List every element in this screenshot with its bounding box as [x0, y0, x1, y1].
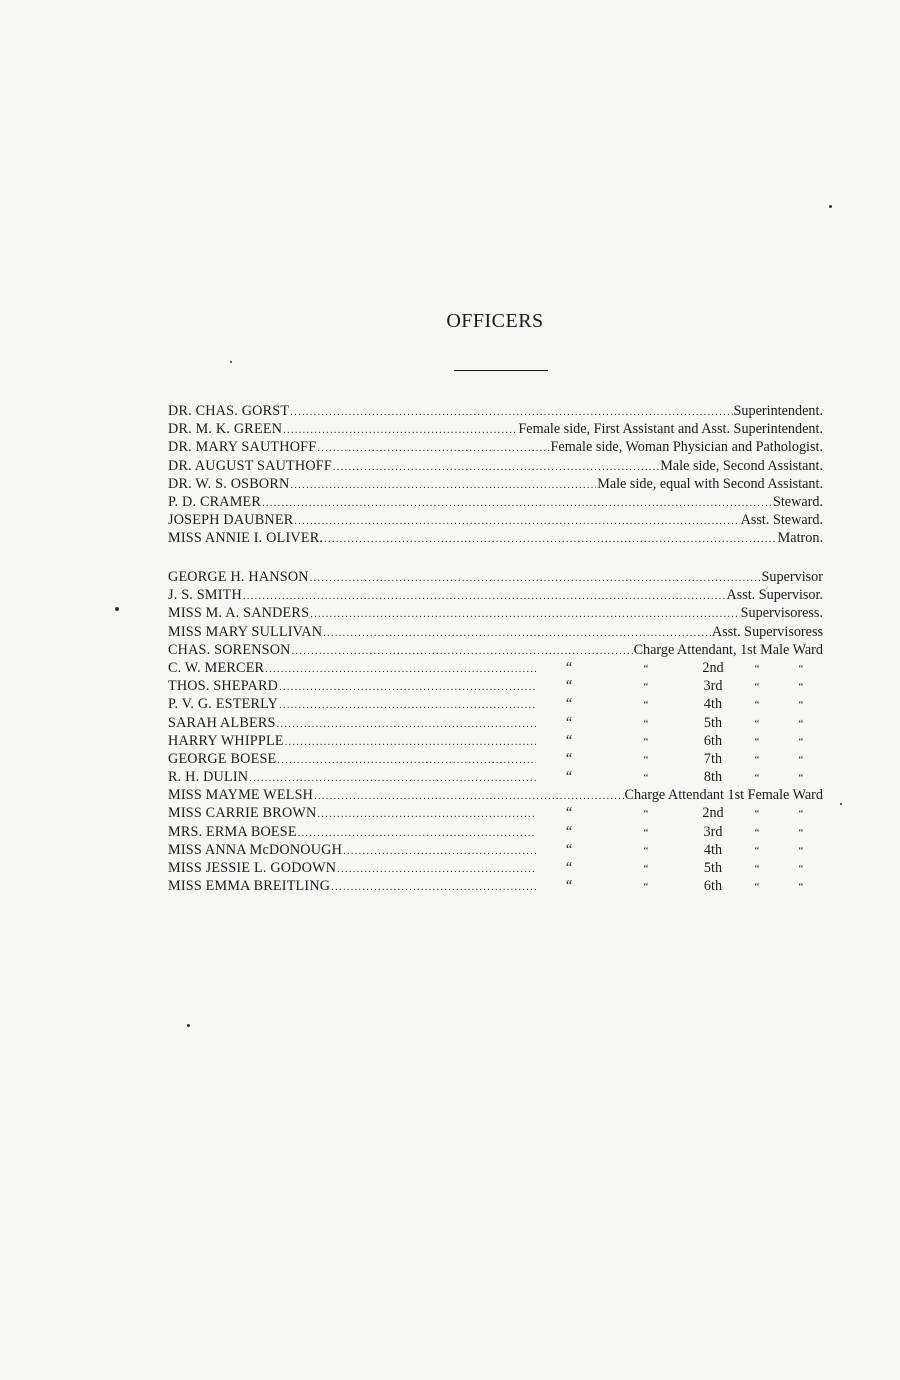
- officer-position: Charge Attendant, 1st Male Ward: [633, 641, 823, 658]
- officer-position: Female side, Woman Physician and Pathologist.: [550, 439, 823, 456]
- officer-row: [168, 569, 823, 587]
- attendant-name: MISS JESSIE L. GODOWN: [168, 860, 337, 876]
- dot-leader: [283, 425, 517, 436]
- officer-name: JOSEPH DAUBNER: [168, 512, 294, 529]
- ward-columns: [537, 860, 823, 877]
- ward-number: 3rd: [703, 823, 723, 840]
- ditto-mark: “: [643, 863, 649, 875]
- ditto-mark: “: [798, 881, 804, 894]
- ditto-mark: “: [643, 753, 649, 766]
- attendant-name: SARAH ALBERS: [168, 714, 276, 731]
- ditto-mark: “: [798, 826, 804, 839]
- attendant-row: [168, 733, 823, 751]
- ditto-mark: “: [754, 863, 760, 875]
- officer-row: [168, 458, 823, 476]
- officer-row: [168, 787, 823, 805]
- ditto-mark: “: [798, 699, 804, 712]
- officer-position: Charge Attendant 1st Female Ward: [624, 787, 823, 804]
- ditto-mark: “: [798, 772, 804, 785]
- officer-position: Supervisor: [761, 569, 823, 585]
- dot-leader: [292, 646, 633, 657]
- ward-number: 6th: [703, 878, 723, 895]
- attendant-name: MRS. ERMA BOESE: [168, 823, 297, 840]
- officer-name: CHAS. SORENSON: [168, 641, 291, 658]
- officer-row: [168, 512, 823, 530]
- officer-name: MISS ANNIE I. OLIVER.: [168, 530, 324, 547]
- attendant-row: [168, 715, 823, 733]
- ditto-mark: “: [565, 841, 573, 858]
- officer-position: Asst. Steward.: [740, 512, 823, 529]
- ditto-mark: “: [565, 659, 573, 676]
- ditto-mark: “: [754, 681, 760, 694]
- ditto-mark: “: [754, 826, 760, 839]
- officer-name: MISS MAYME WELSH: [168, 787, 314, 804]
- ditto-mark: “: [643, 662, 649, 675]
- attendant-name: MISS CARRIE BROWN: [168, 805, 317, 822]
- ward-columns: [537, 805, 823, 822]
- ward-number: 2nd: [702, 805, 724, 822]
- ditto-mark: “: [643, 844, 649, 857]
- officer-row: [168, 605, 823, 623]
- ditto-mark: “: [565, 696, 573, 713]
- officer-row: [168, 624, 823, 642]
- ditto-mark: “: [754, 735, 760, 748]
- officer-name: DR. W. S. OSBORN: [168, 475, 290, 492]
- ward-columns: [537, 824, 823, 841]
- officer-row: [168, 421, 823, 439]
- ditto-mark: “: [643, 735, 649, 748]
- ditto-mark: “: [754, 662, 760, 675]
- ditto-mark: “: [643, 826, 649, 839]
- ditto-mark: “: [565, 714, 573, 731]
- officers-list: [168, 403, 823, 549]
- ward-number: 5th: [703, 860, 723, 876]
- ward-number: 7th: [703, 750, 723, 767]
- dot-leader: [343, 846, 536, 857]
- dot-leader: [243, 591, 725, 602]
- attendant-name: THOS. SHEPARD: [168, 678, 279, 695]
- ditto-mark: “: [798, 662, 804, 675]
- ward-number: 5th: [703, 714, 723, 731]
- ditto-mark: “: [754, 808, 760, 821]
- dot-leader: [310, 573, 761, 584]
- ward-number: 6th: [703, 732, 723, 749]
- officer-row: [168, 439, 823, 457]
- ward-columns: [537, 660, 823, 677]
- officer-position: Male side, Second Assistant.: [660, 457, 823, 474]
- ditto-mark: “: [565, 732, 573, 749]
- dot-leader: [290, 480, 596, 491]
- attendant-row: [168, 805, 823, 823]
- officer-name: DR. CHAS. GORST: [168, 403, 290, 419]
- ward-columns: [537, 878, 823, 895]
- dot-leader: [279, 682, 536, 693]
- page-speck: [187, 1024, 190, 1027]
- officer-name: DR. M. K. GREEN: [168, 421, 283, 438]
- page-speck: [230, 361, 232, 363]
- dot-leader: [298, 828, 536, 839]
- dot-leader: [310, 609, 739, 620]
- ditto-mark: “: [754, 699, 760, 712]
- ditto-mark: “: [565, 823, 573, 840]
- officer-row: [168, 587, 823, 605]
- officer-name: GEORGE H. HANSON: [168, 569, 309, 585]
- officer-position: Asst. Supervisoress: [711, 623, 823, 640]
- page-speck: [829, 205, 832, 208]
- dot-leader: [324, 534, 777, 545]
- officer-row: [168, 642, 823, 660]
- ditto-mark: “: [565, 750, 573, 767]
- page-title: OFFICERS: [446, 310, 544, 332]
- ditto-mark: “: [565, 805, 573, 822]
- ward-number: 2nd: [702, 659, 724, 676]
- ward-number: 4th: [703, 841, 723, 858]
- ward-columns: [537, 769, 823, 786]
- officer-position: Male side, equal with Second Assistant.: [597, 475, 823, 492]
- ward-columns: [537, 842, 823, 859]
- dot-leader: [277, 719, 536, 730]
- ditto-mark: “: [643, 881, 649, 894]
- ditto-mark: “: [643, 772, 649, 785]
- attendant-row: [168, 842, 823, 860]
- ward-number: 8th: [703, 769, 723, 786]
- attendant-row: [168, 824, 823, 842]
- dot-leader: [265, 664, 536, 675]
- attendant-row: [168, 769, 823, 787]
- ditto-mark: “: [798, 681, 804, 694]
- page-speck: [115, 607, 119, 611]
- dot-leader: [323, 628, 711, 639]
- attendant-name: C. W. MERCER: [168, 659, 265, 676]
- ditto-mark: “: [754, 772, 760, 785]
- attendant-row: [168, 678, 823, 696]
- ward-number: 3rd: [703, 678, 723, 695]
- officer-position: Matron.: [777, 530, 823, 547]
- attendant-name: P. V. G. ESTERLY: [168, 696, 279, 713]
- dot-leader: [294, 516, 739, 527]
- attendant-name: R. H. DULIN: [168, 769, 249, 786]
- ward-columns: [537, 733, 823, 750]
- dot-leader: [285, 737, 536, 748]
- dot-leader: [337, 864, 536, 875]
- officer-name: DR. MARY SAUTHOFF: [168, 439, 317, 456]
- page-speck: [840, 803, 842, 805]
- dot-leader: [333, 462, 659, 473]
- officer-name: P. D. CRAMER: [168, 493, 262, 510]
- officer-name: MISS M. A. SANDERS: [168, 605, 310, 622]
- dot-leader: [249, 773, 536, 784]
- dot-leader: [317, 809, 536, 820]
- ditto-mark: “: [798, 808, 804, 821]
- officer-name: DR. AUGUST SAUTHOFF: [168, 457, 332, 474]
- officer-position: Steward.: [772, 493, 823, 510]
- dot-leader: [279, 700, 536, 711]
- attendant-row: [168, 860, 823, 878]
- attendant-name: MISS EMMA BREITLING: [168, 878, 331, 895]
- ward-columns: [537, 696, 823, 713]
- dot-leader: [317, 443, 549, 454]
- ditto-mark: “: [798, 863, 804, 875]
- officer-name: J. S. SMITH: [168, 587, 242, 604]
- dot-leader: [290, 407, 732, 418]
- ditto-mark: “: [565, 860, 573, 876]
- ward-number: 4th: [703, 696, 723, 713]
- ditto-mark: “: [798, 717, 804, 730]
- ditto-mark: “: [754, 844, 760, 857]
- ditto-mark: “: [798, 844, 804, 857]
- staff-list: [168, 569, 823, 896]
- officer-row: [168, 494, 823, 512]
- ward-columns: [537, 678, 823, 695]
- ditto-mark: “: [798, 753, 804, 766]
- title-rule: [454, 370, 548, 371]
- ditto-mark: “: [643, 681, 649, 694]
- attendant-row: [168, 878, 823, 896]
- attendant-row: [168, 696, 823, 714]
- ditto-mark: “: [754, 753, 760, 766]
- attendant-name: MISS ANNA McDONOUGH: [168, 841, 343, 858]
- attendant-row: [168, 660, 823, 678]
- attendant-name: HARRY WHIPPLE: [168, 732, 284, 749]
- ditto-mark: “: [565, 878, 573, 895]
- ditto-mark: “: [565, 678, 573, 695]
- officer-position: Asst. Supervisor.: [726, 587, 823, 604]
- dot-leader: [262, 498, 772, 509]
- ditto-mark: “: [643, 699, 649, 712]
- ward-columns: [537, 715, 823, 732]
- officer-position: Female side, First Assistant and Asst. Superintendent.: [518, 421, 823, 438]
- ditto-mark: “: [565, 769, 573, 786]
- ditto-mark: “: [754, 717, 760, 730]
- attendant-row: [168, 751, 823, 769]
- officer-row: [168, 530, 823, 548]
- dot-leader: [331, 882, 536, 893]
- ward-columns: [537, 751, 823, 768]
- ditto-mark: “: [643, 717, 649, 730]
- officer-row: [168, 476, 823, 494]
- officer-row: [168, 403, 823, 421]
- ditto-mark: “: [798, 735, 804, 748]
- attendant-name: GEORGE BOESE: [168, 750, 277, 767]
- dot-leader: [277, 755, 536, 766]
- ditto-mark: “: [754, 881, 760, 894]
- officer-position: Superintendent.: [733, 403, 823, 419]
- officer-position: Supervisoress.: [740, 605, 823, 622]
- officer-name: MISS MARY SULLIVAN: [168, 623, 323, 640]
- dot-leader: [314, 791, 623, 802]
- ditto-mark: “: [643, 808, 649, 821]
